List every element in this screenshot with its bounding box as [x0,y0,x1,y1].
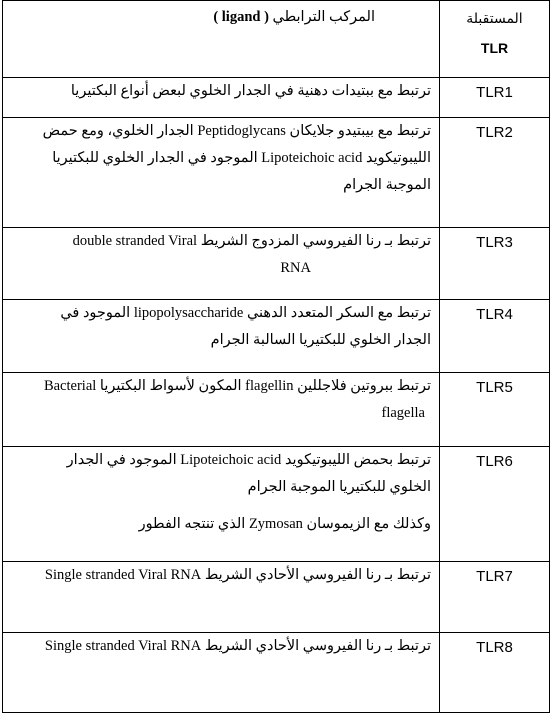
ligand-line: ترتبط بـ رنا الفيروسي الأحادي الشريط Single stranded Viral RNA [44,567,431,583]
ligand-line: flagella [381,405,425,421]
receptor-cell: TLR8 [440,633,550,713]
receptor-cell: TLR3 [440,228,550,300]
receptor-cell: TLR2 [440,118,550,228]
ligand-line: وكذلك مع الزيموسان Zymosan الذي تنتجه الفطور [138,516,431,532]
ligand-line: ترتبط مع بيبتيدو جلايكان Peptidoglycans الجدار الخلوي، ومع حمض [42,123,431,139]
ligand-cell [3,447,440,562]
ligand-cell [3,562,440,633]
ligand-line: ترتبط ببروتين فلاجللين flagellin المكون لأسواط البكتيريا Bacterial [43,378,431,394]
header-receptor-cell [440,1,550,78]
ligand-line: ترتبط مع ببتيدات دهنية في الجدار الخلوي لبعض أنواع البكتيريا [70,83,431,99]
header-receptor-label: المستقبلة [466,10,523,26]
table-row-tlr5 [3,373,550,447]
tlr-ligand-table [2,0,550,713]
table-row-tlr1 [3,78,550,118]
ligand-line: الجدار الخلوي للبكتيريا السالبة الجرام [210,332,431,348]
ligand-cell [3,78,440,118]
ligand-cell [3,633,440,713]
ligand-cell [3,118,440,228]
table-row-tlr8 [3,633,550,713]
table-header-row [3,1,550,78]
header-ligand-label: المركب الترابطي [272,9,375,25]
ligand-cell [3,373,440,447]
ligand-cell [3,228,440,300]
table-row-tlr3 [3,228,550,300]
ligand-line: الموجبة الجرام [343,177,431,193]
ligand-line: ترتبط بحمض الليبوتيكويد Lipoteichoic acid الموجود في الجدار [66,452,431,468]
receptor-cell: TLR1 [440,78,550,118]
table-row-tlr7 [3,562,550,633]
ligand-line: RNA [280,260,311,276]
ligand-line: الليبوتيكويد Lipoteichoic acid الموجود في الجدار الخلوي للبكتيريا [52,150,431,166]
header-ligand-cell [3,1,440,78]
table-row-tlr6 [3,447,550,562]
ligand-line: الخلوي للبكتيريا الموجبة الجرام [247,479,431,495]
ligand-line: ترتبط بـ رنا الفيروسي الأحادي الشريط Single stranded Viral RNA [44,638,431,654]
header-ligand-term: ( ligand ) [213,9,269,25]
header-receptor-abbrev: TLR [480,40,509,56]
receptor-cell: TLR6 [440,447,550,562]
table-row-tlr4 [3,300,550,373]
receptor-cell: TLR7 [440,562,550,633]
receptor-cell: TLR4 [440,300,550,373]
receptor-cell: TLR5 [440,373,550,447]
ligand-cell [3,300,440,373]
ligand-line: ترتبط بـ رنا الفيروسي المزدوج الشريط double stranded Viral [72,233,431,249]
ligand-line: ترتبط مع السكر المتعدد الدهني lipopolysaccharide الموجود في [60,305,431,321]
table-row-tlr2 [3,118,550,228]
